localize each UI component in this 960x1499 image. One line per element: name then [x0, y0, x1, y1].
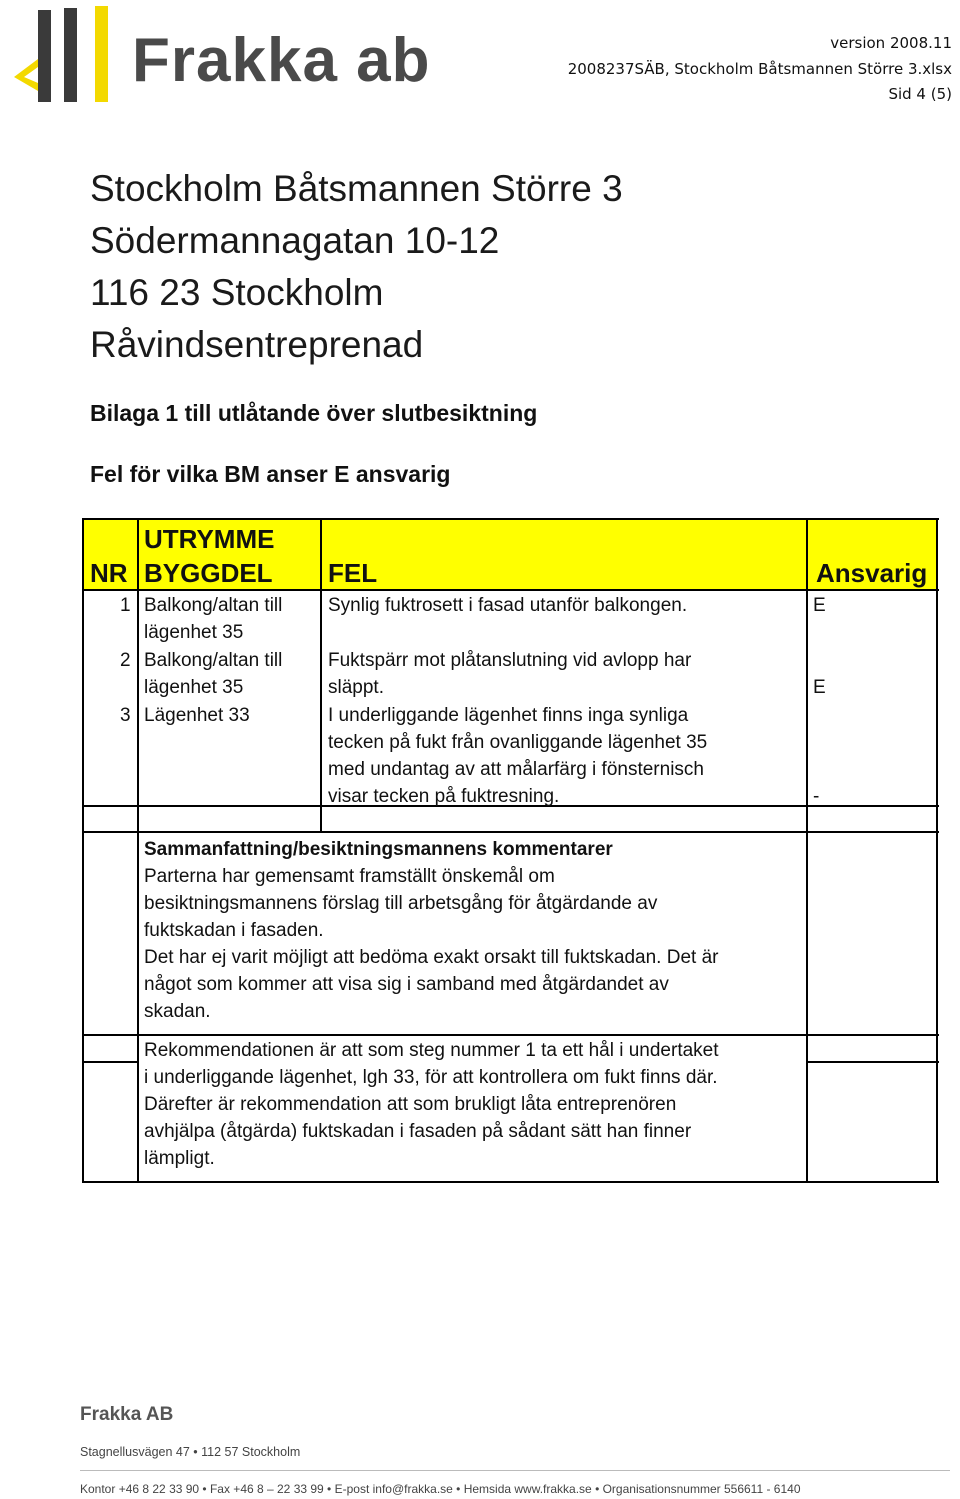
footer-divider [80, 1470, 950, 1471]
title-line-3: 116 23 Stockholm [90, 272, 384, 313]
logo-bar-yellow-icon [95, 6, 108, 102]
summary-heading: Sammanfattning/besiktningsmannens kommentarer [144, 839, 613, 860]
column-header-fel: FEL [328, 558, 378, 588]
recommendation-line-1: Rekommendationen är att som steg nummer 1 ta ett hål i undertaket [144, 1040, 719, 1061]
table-border [806, 518, 808, 1183]
row-3-fel-line3: med undantag av att målarfärg i fönsternisch [328, 759, 704, 780]
footer-contact: Kontor +46 8 22 33 90 • Fax +46 8 – 22 33 99 • E-post info@frakka.se • Hemsida www.frakka.se • Organisationsnummer 556611 - 6140 [80, 1482, 801, 1496]
column-header-ansvarig: Ansvarig [816, 558, 928, 588]
recommendation-line-2: i underliggande lägenhet, lgh 33, för att kontrollera om fukt finns där. [144, 1067, 718, 1088]
row-2-ansvarig: E [813, 677, 826, 698]
title-line-2: Södermannagatan 10-12 [90, 220, 500, 261]
table-border [936, 518, 938, 1183]
table-border [82, 1061, 139, 1063]
table-border [82, 1034, 939, 1036]
row-3-nr: 3 [120, 705, 131, 726]
row-1-room-line2: lägenhet 35 [144, 622, 244, 643]
row-3-fel-line1: I underliggande lägenhet finns inga synliga [328, 705, 689, 726]
table-border [137, 518, 139, 1183]
table-border [82, 1181, 939, 1183]
column-header-nr: NR [90, 558, 128, 588]
row-3-ansvarig: - [813, 786, 820, 807]
row-2-fel-line2: släppt. [328, 677, 384, 698]
table-border [82, 518, 84, 1183]
subtitle-appendix: Bilaga 1 till utlåtande över slutbesiktning [90, 400, 538, 426]
summary-line-4: Det har ej varit möjligt att bedöma exakt orsakt till fuktskadan. Det är [144, 947, 719, 968]
row-2-fel-line1: Fuktspärr mot plåtanslutning vid avlopp har [328, 650, 692, 671]
footer-address: Stagnellusvägen 47 • 112 57 Stockholm [80, 1445, 301, 1459]
logo-text: Frakka ab [132, 26, 431, 95]
column-header-room-line2: BYGGDEL [144, 558, 273, 588]
row-1-nr: 1 [120, 595, 131, 616]
table-border [320, 805, 322, 833]
title-line-4: Råvindsentreprenad [90, 324, 424, 365]
table-border [82, 518, 939, 520]
version-label: version 2008.11 [830, 34, 952, 52]
table-border [320, 518, 322, 806]
row-1-room-line1: Balkong/altan till [144, 595, 283, 616]
table-border [806, 1061, 939, 1063]
table-border [82, 831, 939, 833]
summary-line-1: Parterna har gemensamt framställt önskemål om [144, 866, 555, 887]
page-number: Sid 4 (5) [888, 85, 952, 103]
file-name: 2008237SÄB, Stockholm Båtsmannen Större 3.xlsx [567, 60, 952, 78]
logo-chevron-icon [10, 55, 50, 95]
footer-company: Frakka AB [80, 1404, 174, 1425]
row-3-fel-line2: tecken på fukt från ovanliggande lägenhet 35 [328, 732, 708, 753]
table-border [82, 589, 939, 591]
row-2-room-line2: lägenhet 35 [144, 677, 244, 698]
summary-line-3: fuktskadan i fasaden. [144, 920, 324, 941]
summary-line-5: något som kommer att visa sig i samband med åtgärdandet av [144, 974, 669, 995]
title-line-1: Stockholm Båtsmannen Större 3 [90, 168, 623, 209]
logo-bar-icon [64, 8, 77, 102]
summary-line-2: besiktningsmannens förslag till arbetsgång för åtgärdande av [144, 893, 658, 914]
row-3-fel-line4: visar tecken på fuktresning. [328, 786, 560, 807]
row-2-nr: 2 [120, 650, 131, 671]
subtitle-responsibility: Fel för vilka BM anser E ansvarig [90, 461, 451, 487]
row-1-fel-line1: Synlig fuktrosett i fasad utanför balkongen. [328, 595, 688, 616]
recommendation-line-4: avhjälpa (åtgärda) fuktskadan i fasaden på sådant sätt han finner [144, 1121, 692, 1142]
row-3-room-line1: Lägenhet 33 [144, 705, 250, 726]
row-2-room-line1: Balkong/altan till [144, 650, 283, 671]
column-header-room-line1: UTRYMME [144, 524, 275, 554]
recommendation-line-3: Därefter är rekommendation att som brukligt låta entreprenören [144, 1094, 677, 1115]
recommendation-line-5: lämpligt. [144, 1148, 215, 1169]
summary-line-6: skadan. [144, 1001, 211, 1022]
row-1-ansvarig: E [813, 595, 826, 616]
